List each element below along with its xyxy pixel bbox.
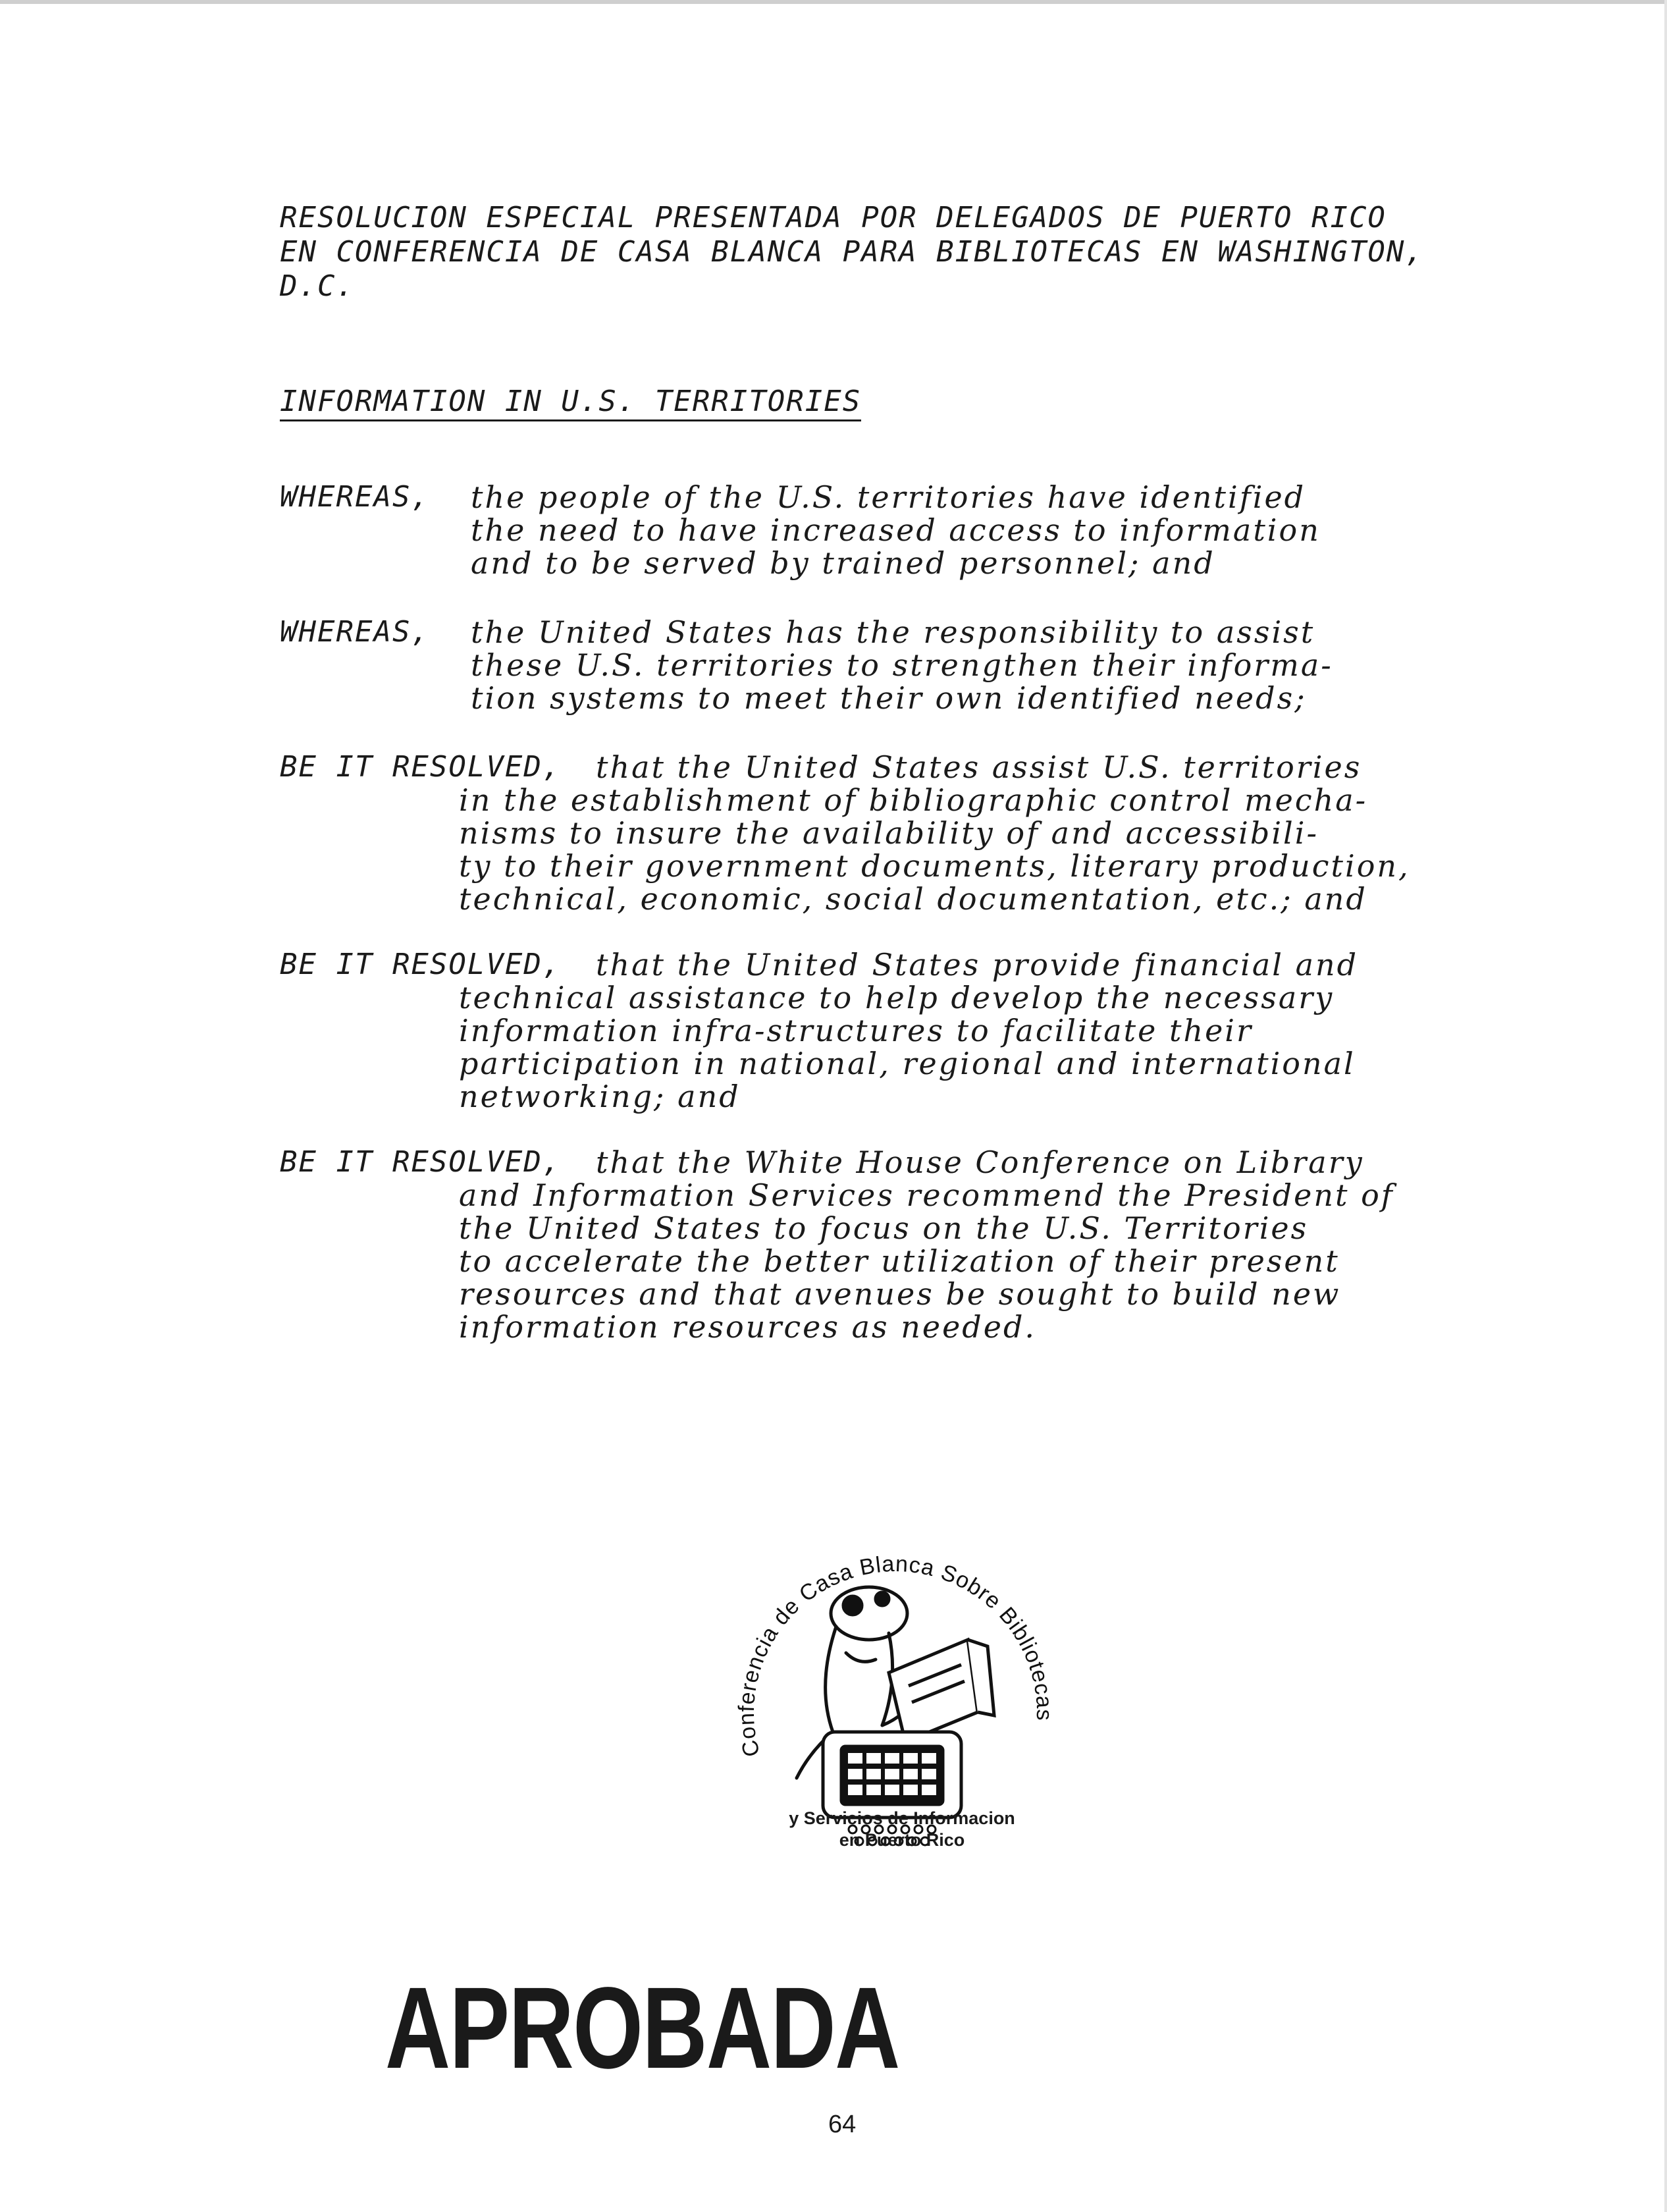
open-book-icon xyxy=(889,1640,994,1742)
logo-caption-line: en Puerto Rico xyxy=(839,1830,965,1850)
clause-body-first xyxy=(596,1146,1537,1179)
clause-line: in the establishment of bibliographic control mecha- xyxy=(459,782,1368,818)
section-title: INFORMATION IN U.S. TERRITORIES xyxy=(280,385,861,421)
document-header xyxy=(280,201,1531,304)
clause-line: the United States has the responsibility to assist xyxy=(471,614,1315,650)
svg-text:Conferencia de Casa Blanca Sob xyxy=(734,1551,1057,1760)
conference-logo xyxy=(718,1515,1086,1857)
clause-line: information resources as needed. xyxy=(459,1309,1037,1345)
computer-terminal-icon xyxy=(823,1732,961,1818)
clause-lead: WHEREAS, xyxy=(280,615,430,649)
clause-lead: BE IT RESOLVED, xyxy=(280,1145,562,1179)
page-edge-right xyxy=(1664,0,1667,2212)
logo-caption xyxy=(718,1808,1086,1851)
logo-caption-line: y Servicios de Informacion xyxy=(789,1808,1015,1828)
clause-line: the need to have increased access to information xyxy=(471,512,1321,548)
clause-line: that the White House Conference on Library xyxy=(596,1145,1364,1180)
clause-body xyxy=(471,481,1531,580)
header-line: EN CONFERENCIA DE CASA BLANCA PARA BIBLIOTECAS EN WASHINGTON, xyxy=(280,235,1424,269)
clause-line: and Information Services recommend the President of xyxy=(459,1177,1394,1213)
page-edge-top xyxy=(0,0,1667,4)
clause-body xyxy=(471,616,1531,715)
clause-body-first xyxy=(596,948,1537,981)
header-line: D.C. xyxy=(280,269,355,303)
clause-line: to accelerate the better utilization of their present xyxy=(459,1243,1340,1279)
clause-body xyxy=(459,1179,1539,1343)
clause-line: resources and that avenues be sought to build new xyxy=(459,1276,1341,1312)
clause-line: ty to their government documents, literary production, xyxy=(459,848,1410,884)
clause-line: that the United States provide financial and xyxy=(596,947,1359,983)
clause-lead: WHEREAS, xyxy=(280,480,430,514)
clause-line: the United States to focus on the U.S. Territories xyxy=(459,1210,1309,1246)
clause-line: technical, economic, social documentation, etc.; and xyxy=(459,881,1367,917)
clause-body xyxy=(459,981,1539,1113)
clause-lead: BE IT RESOLVED, xyxy=(280,750,562,784)
clause-line: the people of the U.S. territories have identified xyxy=(471,479,1306,515)
approval-stamp: APROBADA xyxy=(385,1964,899,2093)
clause-line: that the United States assist U.S. territories xyxy=(596,749,1362,785)
clause-body xyxy=(459,784,1539,915)
logo-arc-text: Conferencia de Casa Blanca Sobre Bibliotecas xyxy=(733,1551,1057,1760)
header-line: RESOLUCION ESPECIAL PRESENTADA POR DELEGADOS DE PUERTO RICO xyxy=(280,201,1387,234)
clause-body-first xyxy=(596,751,1537,784)
page-number: 64 xyxy=(828,2111,857,2138)
clause-line: tion systems to meet their own identified needs; xyxy=(471,680,1307,716)
clause-line: information infra-structures to facilitate their xyxy=(459,1013,1253,1048)
clause-line: these U.S. territories to strengthen their informa- xyxy=(471,647,1333,683)
clause-line: participation in national, regional and international xyxy=(459,1046,1356,1081)
clause-line: networking; and xyxy=(459,1079,741,1114)
clause-line: nisms to insure the availability of and accessibili- xyxy=(459,815,1319,851)
clause-line: technical assistance to help develop the necessary xyxy=(459,980,1335,1015)
clause-line: and to be served by trained personnel; and xyxy=(471,545,1215,581)
clause-lead: BE IT RESOLVED, xyxy=(280,948,562,981)
